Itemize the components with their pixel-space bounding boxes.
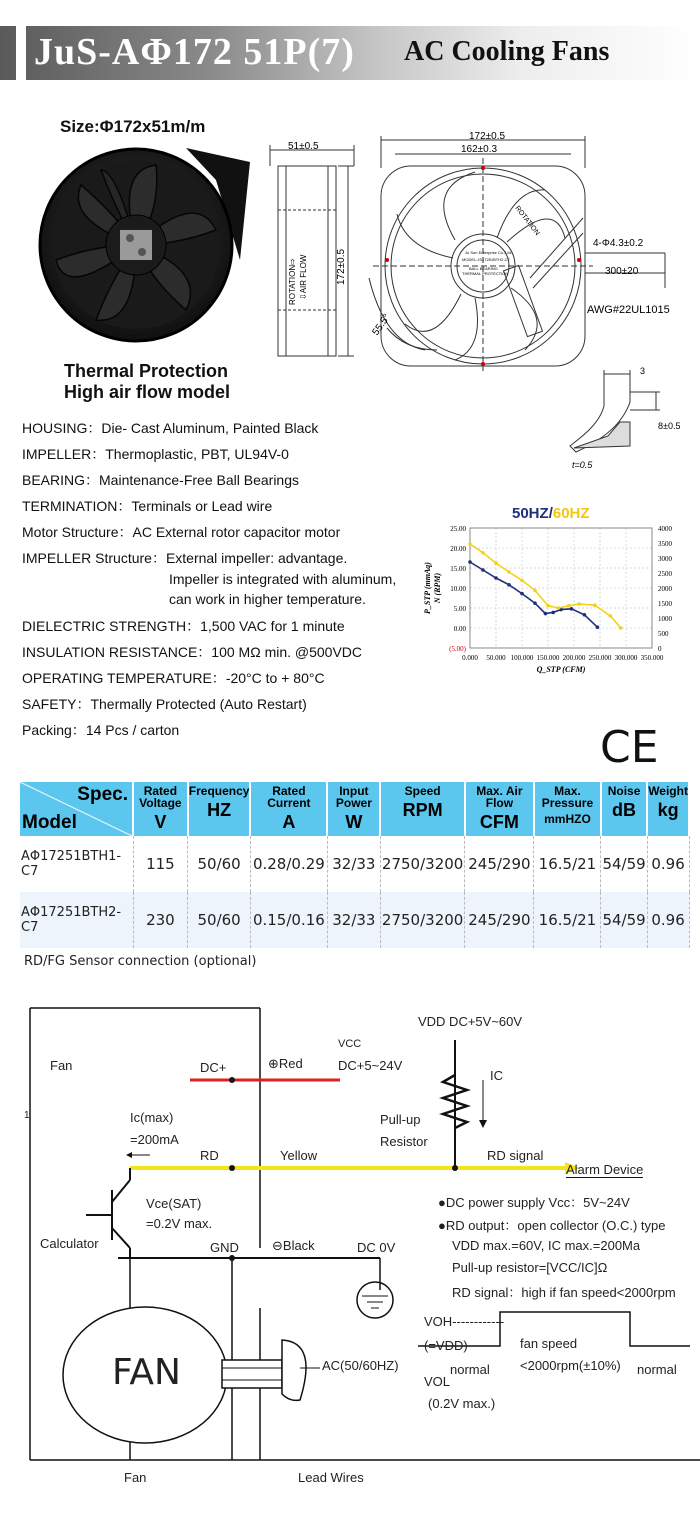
spec-row	[22, 548, 347, 568]
label-thermal: THERMAL PROTECTION	[462, 271, 509, 276]
spec-value: External impeller: advantage.	[165, 550, 348, 566]
table-cell: 245/290	[465, 836, 534, 892]
side-rotation-label: ROTATION⇨	[288, 258, 297, 305]
table-cell: 16.5/21	[534, 892, 601, 948]
terminal-detail-drawing	[560, 362, 690, 472]
column-header	[601, 782, 647, 836]
dim-mount-holes: 4-Φ4.3±0.2	[593, 238, 644, 249]
chart-y-tick-right: 500	[658, 630, 669, 638]
column-header	[534, 782, 601, 836]
chart-point-50hz	[551, 611, 555, 615]
spec-row	[22, 496, 272, 516]
dim-width-inner: 162±0.3	[461, 144, 498, 155]
table-cell: 0.96	[647, 892, 689, 948]
dim-width-outer: 172±0.5	[469, 131, 506, 142]
ce-mark: CE	[600, 722, 659, 773]
normal-left-label: normal	[450, 1362, 490, 1377]
spec-row	[22, 720, 179, 740]
spec-value: Maintenance-Free Ball Bearings	[99, 472, 300, 488]
table-cell: 0.96	[647, 836, 689, 892]
chart-y-tick-left: 25.00	[450, 525, 466, 533]
chart-point-60hz	[619, 626, 623, 630]
red-wire-label: ⊕Red	[268, 1056, 303, 1071]
chart-y-tick-left: 15.00	[450, 565, 466, 573]
column-header	[250, 782, 327, 836]
column-header-unit: dB	[612, 800, 637, 820]
chart-point-50hz	[507, 583, 511, 587]
vcc-range: DC+5~24V	[338, 1058, 403, 1073]
chart-y-tick-left: (5.00)	[449, 645, 466, 653]
chart-title-60hz: 60HZ	[552, 505, 590, 522]
spec-value: 14 Pcs / carton	[85, 722, 180, 738]
page-marker: 1	[24, 1110, 30, 1121]
chart-point-50hz	[533, 601, 537, 605]
chart-point-60hz	[546, 604, 550, 608]
column-header-unit: CFM	[479, 812, 519, 832]
chart-y-tick-left: 0.00	[453, 625, 466, 633]
dc-plus-label: DC+	[200, 1060, 227, 1075]
column-header	[465, 782, 534, 836]
column-header	[380, 782, 464, 836]
column-header-label: Input Power	[335, 784, 372, 810]
chart-y-tick-right: 0	[658, 645, 662, 653]
fan-photo-terminal	[120, 230, 152, 260]
table-cell: 0.15/0.16	[250, 892, 327, 948]
chart-y-tick-right: 3000	[658, 555, 672, 563]
note-1: ●DC power supply Vcc：5V~24V	[438, 1195, 630, 1210]
chart-point-60hz	[593, 603, 597, 607]
feature-thermal: Thermal Protection	[64, 361, 229, 381]
spec-row	[22, 668, 325, 688]
fan-box-label: Fan	[50, 1058, 73, 1073]
fan-photo	[36, 140, 258, 358]
normal-right-label: normal	[637, 1362, 677, 1377]
table-cell: 54/59	[601, 836, 647, 892]
spec-value: Terminals or Lead wire	[131, 498, 273, 514]
spec-value: Thermoplastic, PBT, UL94V-0	[105, 446, 289, 462]
spec-value: 100 MΩ min. @500VDC	[211, 644, 363, 660]
note-3: VDD max.=60V, IC max.=200Ma	[452, 1238, 641, 1253]
vce-label: Vce(SAT)	[146, 1196, 202, 1211]
label-model: MODEL:JS17251BTH2-C7	[462, 257, 510, 262]
chart-y-axis-label-right: N (RPM)	[433, 572, 442, 604]
column-header-label: Max. Pressure	[541, 784, 594, 810]
model-cell: AΦ17251BTH1-C7	[20, 836, 133, 892]
column-header-label: Speed	[404, 784, 441, 798]
product-type: AC Cooling Fans	[404, 36, 610, 67]
spec-label: HOUSING：	[22, 420, 102, 436]
table-cell: 32/33	[327, 892, 380, 948]
ac-input-label: AC(50/60HZ)	[322, 1358, 399, 1373]
spec-value: AC External rotor capacitor motor	[132, 524, 341, 540]
pull-up-label-2: Resistor	[380, 1134, 428, 1149]
table-cell: 245/290	[465, 892, 534, 948]
size-label: Size:Φ172x51m/m	[60, 117, 206, 136]
dim-lead-length: 300±20	[605, 266, 639, 277]
chart-y-tick-right: 2500	[658, 570, 672, 578]
spec-label: SAFETY：	[22, 696, 91, 712]
chart-series-line-60hz	[470, 544, 621, 628]
spec-label: IMPELLER：	[22, 446, 106, 462]
spec-row	[22, 694, 307, 714]
chart-point-60hz	[507, 570, 511, 574]
footer-leads-label: Lead Wires	[298, 1470, 364, 1485]
table-cell: 230	[133, 892, 188, 948]
table-cell: 50/60	[188, 892, 251, 948]
chart-x-tick: 300.000	[614, 654, 638, 662]
chart-point-60hz	[567, 604, 571, 608]
column-header	[647, 782, 689, 836]
side-view-drawing	[262, 130, 362, 370]
dim-angle: 55.5°	[370, 312, 393, 338]
vdd-eq-label: (=VDD)	[424, 1338, 468, 1353]
column-header	[133, 782, 188, 836]
calculator-label: Calculator	[40, 1236, 99, 1251]
column-header-label: Max. Air Flow	[476, 784, 523, 810]
chart-point-50hz	[583, 613, 587, 617]
spec-row	[169, 571, 396, 587]
spec-value: -20°C to + 80°C	[225, 670, 325, 686]
table-cell: 16.5/21	[534, 836, 601, 892]
spec-label: INSULATION RESISTANCE：	[22, 644, 212, 660]
vcc-label: VCC	[338, 1038, 362, 1050]
table-cell: 2750/3200	[380, 836, 464, 892]
label-ball: BALL BEARING	[469, 266, 498, 271]
chart-point-50hz	[481, 568, 485, 572]
chart-y-tick-right: 1000	[658, 615, 672, 623]
table-cell: 0.28/0.29	[250, 836, 327, 892]
chart-point-60hz	[557, 606, 561, 610]
column-header-label: Rated Current	[267, 784, 311, 810]
chart-series-line-50hz	[470, 562, 597, 627]
icmax-label: Ic(max)	[130, 1110, 174, 1125]
chart-plot-area	[470, 528, 652, 648]
note-2: ●RD output：open collector (O.C.) type	[438, 1218, 666, 1233]
table-cell: 2750/3200	[380, 892, 464, 948]
column-header	[188, 782, 251, 836]
ac-plug-icon	[282, 1340, 306, 1400]
chart-point-50hz	[520, 592, 524, 596]
chart-y-axis-label-left: P_STP (mmAq)	[423, 562, 432, 614]
chart-x-tick: 0.000	[462, 654, 478, 662]
spec-label: Packing：	[22, 722, 86, 738]
dim-depth: 51±0.5	[288, 141, 319, 152]
chart-x-tick: 50.000	[486, 654, 506, 662]
spec-row	[22, 470, 299, 490]
chart-point-60hz	[468, 542, 472, 546]
spec-label: Motor Structure：	[22, 524, 133, 540]
spec-value: can work in higher temperature.	[169, 591, 366, 607]
chart-x-tick: 350.000	[640, 654, 664, 662]
chart-point-60hz	[481, 551, 485, 555]
chart-point-60hz	[533, 589, 537, 593]
table-cell: 50/60	[188, 836, 251, 892]
pull-up-label-1: Pull-up	[380, 1112, 421, 1127]
spec-row	[22, 522, 340, 542]
spec-value: Die- Cast Aluminum, Painted Black	[101, 420, 319, 436]
label-company: Ju Sun Enterprise Co.,Ltd.	[465, 250, 512, 255]
chart-point-60hz	[494, 561, 498, 565]
chart-title-sep: /	[548, 505, 553, 522]
chart-x-tick: 100.000	[510, 654, 534, 662]
spec-row	[169, 591, 366, 607]
chart-point-50hz	[494, 576, 498, 580]
chart-y-tick-left: 10.00	[450, 585, 466, 593]
terminal-dim-thickness: t=0.5	[572, 460, 593, 470]
table-cell: 54/59	[601, 892, 647, 948]
rotation-label: ROTATION	[513, 204, 541, 237]
vce-value: =0.2V max.	[146, 1216, 213, 1231]
gnd-label: GND	[210, 1240, 239, 1255]
note-4: Pull-up resistor=[VCC/IC]Ω	[452, 1260, 608, 1275]
terminal-dim-top: 3	[640, 366, 646, 376]
table-header-row	[20, 782, 689, 836]
fan-speed-label: fan speed	[520, 1336, 578, 1351]
footer-fan-label: Fan	[124, 1470, 147, 1485]
chart-point-60hz	[609, 614, 613, 618]
chart-y-tick-right: 2000	[658, 585, 672, 593]
spec-table	[20, 782, 690, 948]
model-header-label: Model	[22, 812, 77, 833]
column-header-unit: HZ	[207, 800, 232, 820]
column-header-unit: RPM	[402, 800, 443, 820]
chart-point-60hz	[520, 579, 524, 583]
table-cell: 115	[133, 836, 188, 892]
performance-chart	[412, 520, 697, 690]
spec-label: DIELECTRIC STRENGTH：	[22, 618, 201, 634]
spec-row	[22, 642, 362, 662]
column-header-label: Weight	[648, 784, 688, 798]
side-airflow-label: ⇩AIR FLOW	[299, 254, 308, 300]
voh-label: VOH------------	[424, 1314, 505, 1329]
column-header	[327, 782, 380, 836]
chart-y-tick-right: 3500	[658, 540, 672, 548]
spec-row	[22, 444, 289, 464]
column-header-label: Frequency	[188, 784, 250, 798]
title-accent-bar	[16, 26, 26, 80]
chart-point-60hz	[577, 602, 581, 606]
ic-label: IC	[490, 1068, 503, 1083]
dim-side-height: 172±0.5	[336, 248, 347, 285]
chart-x-tick: 200.000	[562, 654, 586, 662]
chart-y-tick-right: 4000	[658, 525, 672, 533]
terminal-dim-right: 8±0.5	[658, 421, 681, 431]
spec-row	[22, 616, 345, 636]
column-header-label: Rated Voltage	[139, 784, 182, 810]
column-header-unit: mmHZO	[544, 812, 591, 826]
chart-point-50hz	[468, 560, 472, 564]
rd-signal-label: RD signal	[487, 1148, 544, 1163]
chart-x-tick: 150.000	[536, 654, 560, 662]
table-cell: 32/33	[327, 836, 380, 892]
wire-spec: AWG#22UL1015	[587, 304, 670, 316]
yellow-wire-label: Yellow	[280, 1148, 318, 1163]
ground-symbol-icon	[357, 1282, 393, 1318]
feature-airflow: High air flow model	[64, 382, 231, 402]
icmax-value: =200mA	[130, 1132, 179, 1147]
alarm-device-label: Alarm Device	[566, 1162, 644, 1177]
spec-label: OPERATING TEMPERATURE：	[22, 670, 226, 686]
chart-x-axis-label: Q_STP (CFM)	[536, 665, 586, 674]
front-view-drawing	[365, 128, 700, 383]
model-cell: AΦ17251BTH2-C7	[20, 892, 133, 948]
fan-speed-value: <2000rpm(±10%)	[520, 1358, 621, 1373]
column-header-label: Noise	[607, 784, 641, 798]
table-row	[20, 836, 689, 892]
chart-point-50hz	[544, 612, 548, 616]
note-5: RD signal：high if fan speed<2000rpm	[452, 1285, 676, 1300]
vdd-label: VDD DC+5V~60V	[418, 1014, 523, 1029]
spec-label: BEARING：	[22, 472, 100, 488]
chart-y-tick-right: 1500	[658, 600, 672, 608]
vol-label: VOL	[424, 1374, 451, 1389]
column-header-unit: V	[154, 812, 167, 832]
chart-point-50hz	[596, 625, 600, 629]
vol-value: (0.2V max.)	[428, 1396, 496, 1411]
table-row	[20, 892, 689, 948]
spec-label: IMPELLER Structure：	[22, 550, 166, 566]
spec-value: 1,500 VAC for 1 minute	[200, 618, 345, 634]
sensor-title: RD/FG Sensor connection (optional)	[24, 954, 257, 969]
spec-value: Thermally Protected (Auto Restart)	[90, 696, 307, 712]
dc0-label: DC 0V	[357, 1240, 396, 1255]
rd-label: RD	[200, 1148, 219, 1163]
black-wire-label: ⊖Black	[272, 1238, 315, 1253]
spec-header-label: Spec.	[77, 784, 128, 805]
column-header-unit: A	[282, 812, 296, 832]
spec-row	[22, 418, 318, 438]
column-header-unit: kg	[657, 800, 679, 820]
spec-value: Impeller is integrated with aluminum,	[169, 571, 397, 587]
chart-point-50hz	[570, 607, 574, 611]
chart-y-tick-left: 5.00	[453, 605, 466, 613]
column-header-unit: W	[345, 812, 363, 832]
table-corner-header	[20, 782, 133, 836]
chart-x-tick: 250.000	[588, 654, 612, 662]
chart-title-50hz: 50HZ	[512, 505, 549, 522]
chart-y-tick-left: 20.00	[450, 545, 466, 553]
spec-label: TERMINATION：	[22, 498, 132, 514]
model-title: JuS-AΦ172 51P(7)	[34, 31, 355, 73]
fan-motor-label: FAN	[112, 1352, 181, 1393]
